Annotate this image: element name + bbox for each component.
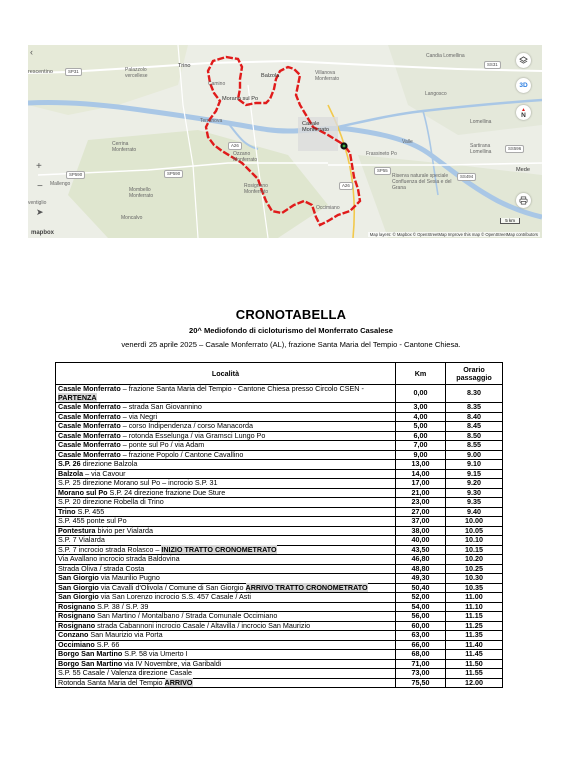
- time-cell: 8.30: [446, 385, 503, 403]
- map-label-ventiglio: ventiglio: [28, 200, 47, 206]
- location-detail: via Cavalli d'Olivola / Comune di San Giorgio: [98, 582, 246, 592]
- map-label-cerrina: Cerrina Monferrato: [112, 141, 137, 153]
- km-cell: 52,00: [396, 593, 446, 603]
- map-label-terranova: Terranova: [200, 118, 223, 124]
- time-cell: 11.10: [446, 602, 503, 612]
- location-detail: Rotonda Santa Maria del Tempio: [58, 677, 165, 687]
- time-cell: 8.55: [446, 441, 503, 451]
- location-place: Casale Monferrato: [58, 411, 121, 421]
- zoom-in-button[interactable]: +: [36, 161, 42, 172]
- location-detail: – rotonda Esselunga / via Gramsci Lungo Po: [120, 430, 266, 440]
- location-place: Conzano: [58, 630, 89, 639]
- km-cell: 43,50: [396, 545, 446, 555]
- road-shield: SP55: [374, 167, 391, 175]
- time-cell: 9.30: [446, 488, 503, 498]
- time-cell: 11.45: [446, 650, 503, 660]
- location-detail: S.P. 24 direzione frazione Due Sture: [107, 487, 226, 497]
- km-cell: 7,00: [396, 441, 446, 451]
- table-row: [56, 385, 503, 403]
- location-highlight: PARTENZA: [58, 392, 97, 402]
- map-label-rosignano: Rosignano Monferrato: [244, 183, 269, 195]
- location-place: Balzola: [58, 468, 84, 478]
- road-shield: SS494: [457, 173, 476, 181]
- map-label-rescentino: rescentino: [28, 69, 53, 75]
- km-cell: 40,00: [396, 536, 446, 546]
- time-cell: 11.35: [446, 631, 503, 641]
- map-label-balzola: Balzola: [261, 73, 280, 79]
- time-cell: 11.25: [446, 621, 503, 631]
- time-cell: 8.50: [446, 431, 503, 441]
- map-label-casale: Casale Monferrato: [302, 121, 330, 133]
- km-cell: 49,30: [396, 574, 446, 584]
- map-label-sartirana: Sartirana Lomellina: [470, 143, 492, 155]
- km-cell: 54,00: [396, 602, 446, 612]
- km-cell: 48,80: [396, 564, 446, 574]
- location-detail: S.P. 25 direzione Morano sul Po – incrocio S.P. 31: [58, 478, 218, 487]
- location-detail: via Maurilio Pugno: [98, 573, 160, 582]
- map-label-morano: Morano sul Po: [222, 96, 259, 102]
- km-cell: 50,40: [396, 583, 446, 593]
- location-place: Rosignano: [58, 601, 96, 611]
- location-detail: – frazione Santa Maria del Tempio - Cantone Chiesa presso Circolo CSEN -: [120, 384, 364, 393]
- location-detail: S.P. 66: [94, 639, 120, 649]
- north-compass-button[interactable]: ▲ N: [516, 105, 531, 120]
- time-cell: 11.50: [446, 659, 503, 669]
- time-cell: 8.40: [446, 412, 503, 422]
- location-place: Rosignano: [58, 611, 96, 620]
- location-cell: [56, 385, 396, 403]
- location-detail: Strada Oliva / strada Costa: [58, 563, 145, 573]
- km-cell: 63,00: [396, 631, 446, 641]
- road-shield: SP31: [65, 68, 82, 76]
- location-detail: S.P. 55 Casale / Valenza direzione Casale: [58, 668, 192, 677]
- map-canvas: [28, 45, 542, 238]
- location-highlight: ARRIVO: [164, 677, 193, 687]
- km-cell: 4,00: [396, 412, 446, 422]
- location-highlight: INIZIO TRATTO CRONOMETRATO: [161, 544, 277, 554]
- map-label-mombello: Mombello Monferrato: [129, 187, 154, 199]
- location-detail: strada Cabannoni incrocio Casale / Altavilla / incrocio San Maurizio: [95, 620, 311, 630]
- time-cell: 11.00: [446, 593, 503, 603]
- table-header-row: [56, 363, 503, 385]
- time-cell: 11.55: [446, 669, 503, 679]
- time-cell: 9.35: [446, 498, 503, 508]
- cronotabella-table: [55, 362, 503, 688]
- km-cell: 68,00: [396, 650, 446, 660]
- map-label-lomellina: Lomellina: [470, 119, 492, 125]
- location-detail: – strada San Giovannino: [120, 402, 202, 411]
- km-cell: 3,00: [396, 403, 446, 413]
- time-cell: 8.45: [446, 422, 503, 432]
- location-detail: Via Avallano incrocio strada Baldovina: [58, 554, 180, 563]
- table-row: [56, 631, 503, 641]
- km-cell: 14,00: [396, 469, 446, 479]
- route-map[interactable]: [28, 45, 542, 238]
- layers-icon[interactable]: [516, 53, 531, 68]
- location-place: Casale Monferrato: [58, 430, 121, 440]
- compass-north-label: N: [521, 111, 526, 119]
- time-cell: 10.25: [446, 564, 503, 574]
- map-label-camino: Camino: [208, 81, 226, 87]
- header-time: Orario passaggio: [446, 363, 503, 385]
- map-attribution[interactable]: Map layers: © Mapbox © OpenStreetMap Improve this map © OpenStreetMap contributors: [369, 232, 538, 237]
- km-cell: 0,00: [396, 385, 446, 403]
- location-detail: S.P. 455: [75, 506, 105, 516]
- time-cell: 10.05: [446, 526, 503, 536]
- time-cell: 9.20: [446, 479, 503, 489]
- location-detail: via IV Novembre, via Garibaldi: [122, 658, 222, 668]
- road-shield: SS596: [505, 145, 524, 153]
- zoom-out-button[interactable]: −: [37, 181, 43, 192]
- time-cell: 9.10: [446, 460, 503, 470]
- km-cell: 6,00: [396, 431, 446, 441]
- header-km: Km: [396, 363, 446, 385]
- km-cell: 27,00: [396, 507, 446, 517]
- km-cell: 37,00: [396, 517, 446, 527]
- time-cell: 12.00: [446, 678, 503, 688]
- location-place: San Giorgio: [58, 582, 99, 592]
- location-detail: – via Cavour: [83, 468, 126, 478]
- location-place: Pontestura: [58, 525, 96, 535]
- km-cell: 66,00: [396, 640, 446, 650]
- location-place: Borgo San Martino: [58, 649, 123, 658]
- location-detail: S.P. 20 direzione Robella di Trino: [58, 497, 164, 506]
- map-label-valle: Valle: [402, 139, 413, 145]
- map-label-mallengo: Mallengo: [50, 181, 71, 187]
- location-place: Morano sul Po: [58, 487, 108, 497]
- time-cell: 10.30: [446, 574, 503, 584]
- time-cell: 10.10: [446, 536, 503, 546]
- map-label-riserva: Riserva naturale speciale Confluenza del Sesia e del Grana: [392, 173, 452, 191]
- location-detail: – ponte sul Po / via Adam: [120, 440, 205, 449]
- location-highlight: ARRIVO TRATTO CRONOMETRATO: [245, 582, 368, 592]
- road-shield: SS31: [484, 61, 501, 69]
- map-label-mede: Mede: [516, 167, 530, 173]
- location-place: S.P. 26: [58, 459, 81, 468]
- time-cell: 10.00: [446, 517, 503, 527]
- location-place: Casale Monferrato: [58, 384, 121, 393]
- km-cell: 38,00: [396, 526, 446, 536]
- location-detail: via San Lorenzo incrocio S.S. 457 Casale / Asti: [98, 592, 251, 601]
- km-cell: 13,00: [396, 460, 446, 470]
- map-label-frassineto: Frassineto Po: [366, 151, 397, 157]
- road-shield: A26: [228, 142, 242, 150]
- km-cell: 5,00: [396, 422, 446, 432]
- document-title: CRONOTABELLA: [235, 307, 347, 322]
- table-row: [56, 498, 503, 508]
- location-detail: direzione Balzola: [80, 459, 138, 468]
- time-cell: 10.35: [446, 583, 503, 593]
- location-detail: – frazione Popolo / Cantone Cavallino: [120, 449, 244, 459]
- road-shield: SP590: [164, 170, 183, 178]
- time-cell: 11.40: [446, 640, 503, 650]
- time-cell: 9.00: [446, 450, 503, 460]
- road-shield: SP590: [66, 171, 85, 179]
- time-cell: 10.20: [446, 555, 503, 565]
- location-cell: [56, 678, 396, 688]
- km-cell: 17,00: [396, 479, 446, 489]
- location-detail: – via Negri: [120, 411, 158, 421]
- km-cell: 73,00: [396, 669, 446, 679]
- document-subtitle: 20^ Mediofondo di cicloturismo del Monferrato Casalese: [188, 326, 394, 335]
- location-detail: San Maurizio via Porta: [88, 630, 163, 639]
- map-label-trino: Trino: [178, 63, 191, 69]
- print-icon[interactable]: [516, 193, 531, 208]
- header-location: Località: [56, 363, 396, 385]
- location-place: Casale Monferrato: [58, 421, 121, 430]
- location-detail: S.P. 38 / S.P. 39: [95, 601, 149, 611]
- map-label-palazzolo: Palazzolo vercellese: [125, 67, 148, 79]
- location-detail: S.P. 58 via Umerto I: [122, 649, 188, 658]
- location-cell: [56, 498, 396, 508]
- locate-icon[interactable]: ➤: [36, 207, 44, 217]
- map-label-moncalvo: Moncalvo: [121, 215, 143, 221]
- location-place: Casale Monferrato: [58, 402, 121, 411]
- km-cell: 56,00: [396, 612, 446, 622]
- km-cell: 23,00: [396, 498, 446, 508]
- location-detail: – corso Indipendenza / corso Manacorda: [120, 421, 253, 430]
- map-scale: 5 km: [500, 218, 520, 224]
- location-place: Trino: [58, 506, 76, 516]
- map-label-candia: Candia Lomellina: [426, 53, 465, 59]
- time-cell: 9.40: [446, 507, 503, 517]
- location-detail: San Martino / Montalbano / Strada Comunale Occimiano: [95, 611, 278, 620]
- view-3d-button[interactable]: 3D: [516, 78, 531, 93]
- location-place: San Giorgio: [58, 573, 99, 582]
- document-event-line: venerdì 25 aprile 2025 – Casale Monferrato (AL), frazione Santa Maria del Tempio - Cantone Chiesa.: [121, 340, 461, 349]
- location-place: Borgo San Martino: [58, 658, 123, 668]
- time-cell: 11.15: [446, 612, 503, 622]
- km-cell: 75,50: [396, 678, 446, 688]
- location-cell: [56, 526, 396, 536]
- km-cell: 71,00: [396, 659, 446, 669]
- map-label-ozzano: Ozzano Monferrato: [233, 151, 258, 163]
- km-cell: 9,00: [396, 450, 446, 460]
- time-cell: 10.15: [446, 545, 503, 555]
- map-label-langosco: Langosco: [425, 91, 447, 97]
- location-detail: S.P. 7 incrocio strada Rolasco –: [58, 544, 162, 554]
- km-cell: 46,80: [396, 555, 446, 565]
- location-place: Casale Monferrato: [58, 449, 121, 459]
- km-cell: 60,00: [396, 621, 446, 631]
- table-row: [56, 526, 503, 536]
- location-detail: S.P. 455 ponte sul Po: [58, 516, 127, 525]
- location-place: Rosignano: [58, 620, 96, 630]
- location-place: San Giorgio: [58, 592, 99, 601]
- location-place: Casale Monferrato: [58, 440, 121, 449]
- location-place: Occimiano: [58, 639, 95, 649]
- location-detail: S.P. 7 Vialarda: [58, 535, 105, 544]
- location-detail: bivio per Vialarda: [95, 525, 153, 535]
- time-cell: 9.15: [446, 469, 503, 479]
- map-label-villanova: Villanova Monferrato: [315, 70, 340, 82]
- mapbox-logo: mapbox: [31, 230, 55, 236]
- table-row: [56, 678, 503, 688]
- collapse-icon[interactable]: ‹: [30, 47, 33, 57]
- road-shield: A26: [339, 182, 353, 190]
- time-cell: 8.35: [446, 403, 503, 413]
- map-label-occimiano: Occimiano: [316, 205, 340, 211]
- km-cell: 21,00: [396, 488, 446, 498]
